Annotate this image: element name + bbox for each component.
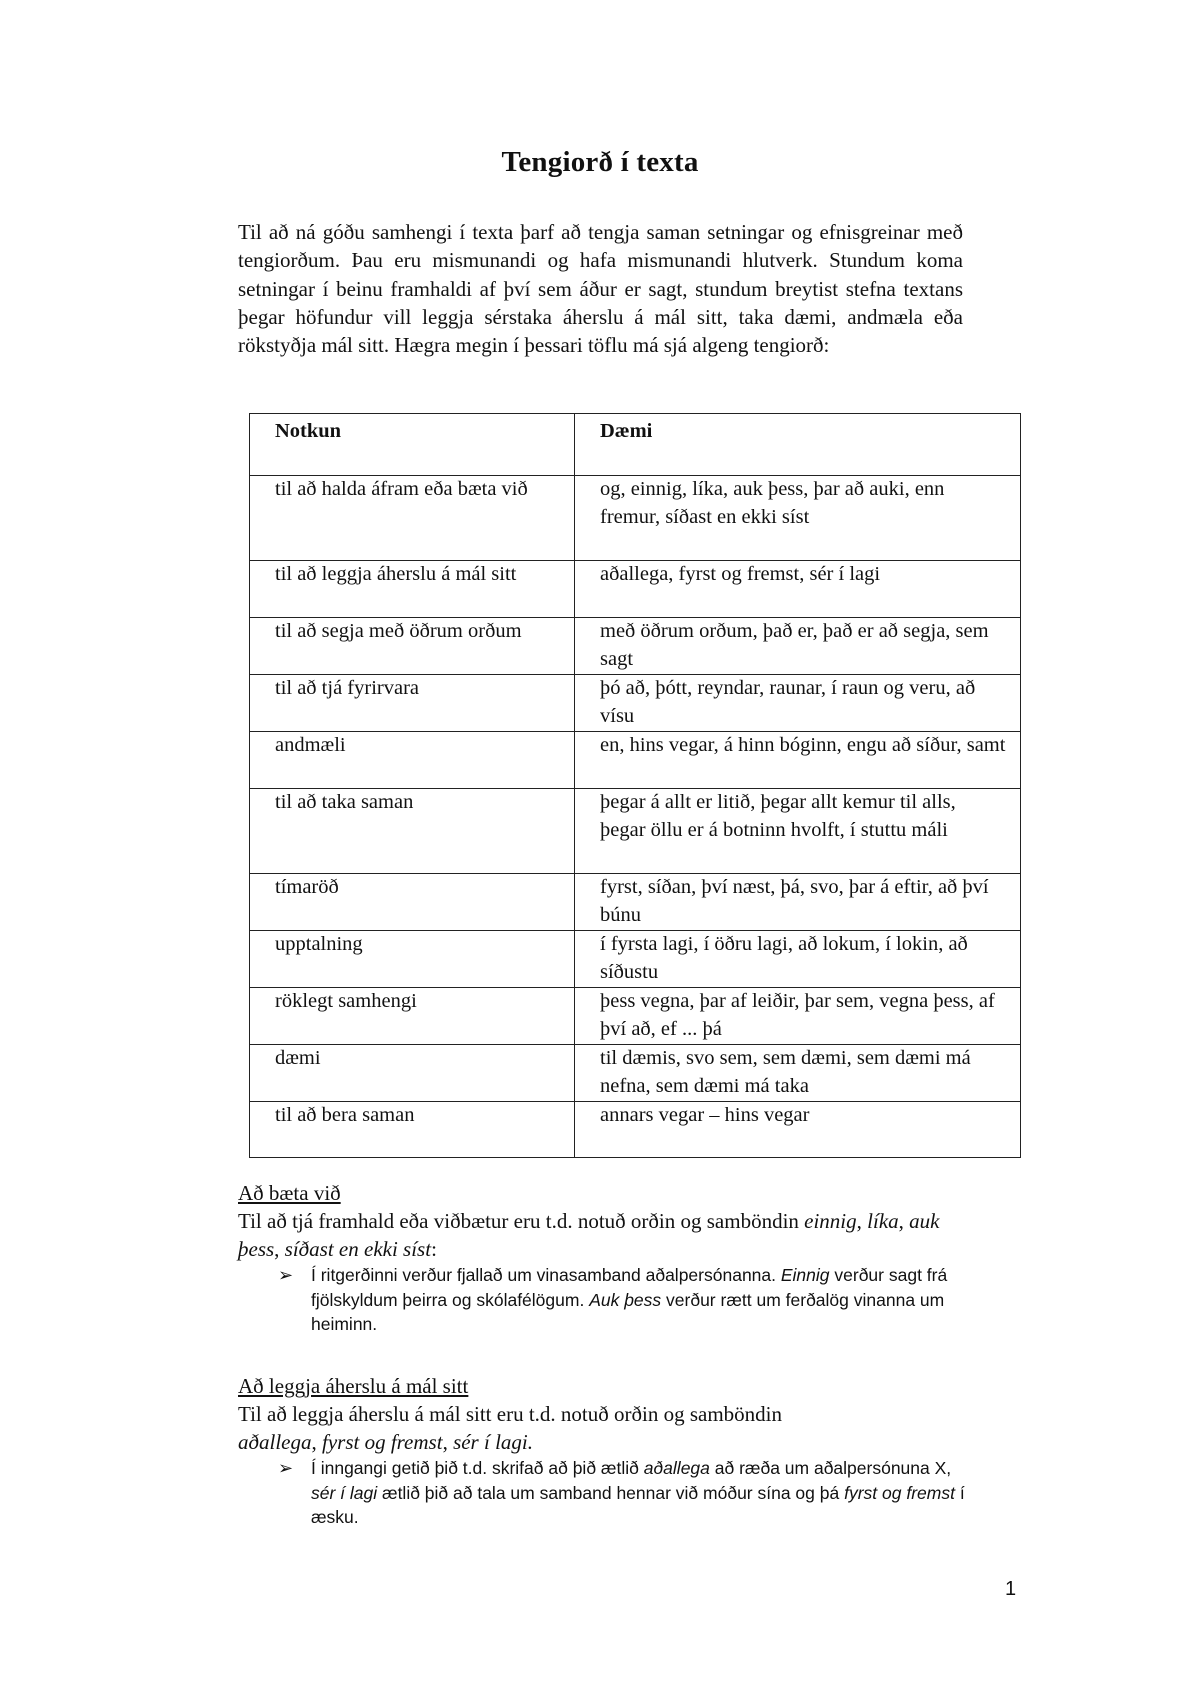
table-row xyxy=(250,618,1021,675)
usage-cell: röklegt samhengi xyxy=(250,988,575,1045)
usage-cell: til að taka saman xyxy=(250,789,575,874)
arrow-bullet-icon: ➢ xyxy=(278,1458,294,1478)
usage-cell: til að tjá fyrirvara xyxy=(250,675,575,732)
examples-cell: og, einnig, líka, auk þess, þar að auki, enn fremur, síðast en ekki síst xyxy=(575,476,1021,561)
lead-separator: , xyxy=(274,1237,285,1261)
table-row xyxy=(250,1102,1021,1158)
lead-separator: , xyxy=(311,1430,322,1454)
examples-cell: með öðrum orðum, það er, það er að segja, sem sagt xyxy=(575,618,1021,675)
connectives-table xyxy=(249,413,1021,1158)
bullet-text: Í inngangi getið þið t.d. skrifað að þið ætlið xyxy=(311,1458,644,1478)
bullet-text: verður rætt um ferðalög vinanna um heiminn. xyxy=(311,1289,945,1334)
examples-cell: til dæmis, svo sem, sem dæmi, sem dæmi má nefna, sem dæmi má taka xyxy=(575,1045,1021,1102)
lead-example: auk þess xyxy=(238,1209,940,1261)
arrow-bullet-icon: ➢ xyxy=(278,1265,294,1285)
table-row xyxy=(250,476,1021,561)
example-bullet xyxy=(278,1263,978,1337)
examples-cell: þess vegna, þar af leiðir, þar sem, vegna þess, af því að, ef ... þá xyxy=(575,988,1021,1045)
bullet-text: verður sagt frá fjölskyldum þeirra og skólafélögum. xyxy=(311,1265,948,1310)
table-row xyxy=(250,874,1021,931)
section-add xyxy=(238,1179,978,1337)
table-row xyxy=(250,931,1021,988)
bullet-emphasis: sér í lagi xyxy=(311,1482,378,1503)
examples-cell: en, hins vegar, á hinn bóginn, engu að síður, samt xyxy=(575,732,1021,789)
column-header-examples: Dæmi xyxy=(575,414,1021,476)
table-header-row xyxy=(250,414,1021,476)
examples-cell: í fyrsta lagi, í öðru lagi, að lokum, í lokin, að síðustu xyxy=(575,931,1021,988)
lead-text: Til að leggja áherslu á mál sitt eru t.d. notuð orðin og samböndin xyxy=(238,1402,782,1426)
lead-separator: , xyxy=(898,1209,910,1233)
examples-cell: þegar á allt er litið, þegar allt kemur til alls, þegar öllu er á botninn hvolft, í stuttu máli xyxy=(575,789,1021,874)
examples-cell: þó að, þótt, reyndar, raunar, í raun og veru, að vísu xyxy=(575,675,1021,732)
lead-example: fyrst og fremst xyxy=(322,1430,443,1454)
bullet-text: að ræða um aðalpersónuna X, xyxy=(709,1458,952,1478)
usage-cell: andmæli xyxy=(250,732,575,789)
column-header-usage: Notkun xyxy=(250,414,575,476)
lead-example: síðast en ekki síst xyxy=(284,1237,432,1261)
usage-cell: til að halda áfram eða bæta við xyxy=(250,476,575,561)
usage-cell: tímaröð xyxy=(250,874,575,931)
lead-example: einnig xyxy=(804,1209,857,1233)
bullet-emphasis: aðallega xyxy=(643,1458,710,1478)
example-bullet xyxy=(278,1456,978,1530)
bullet-text: Í ritgerðinni verður fjallað um vinasamband aðalpersónanna. xyxy=(311,1265,781,1285)
lead-separator: , xyxy=(442,1430,454,1454)
table-row xyxy=(250,675,1021,732)
examples-cell: aðallega, fyrst og fremst, sér í lagi xyxy=(575,561,1021,618)
usage-cell: til að segja með öðrum orðum xyxy=(250,618,575,675)
examples-cell: fyrst, síðan, því næst, þá, svo, þar á eftir, að því búnu xyxy=(575,874,1021,931)
table-row xyxy=(250,988,1021,1045)
table-row xyxy=(250,561,1021,618)
section-lead xyxy=(238,1400,978,1456)
bullet-emphasis: Auk þess xyxy=(589,1289,662,1310)
bullet-text: ætlið þið að tala um samband hennar við móður sína og þá xyxy=(377,1482,845,1503)
table-row xyxy=(250,789,1021,874)
lead-example: aðallega xyxy=(238,1430,312,1454)
usage-cell: dæmi xyxy=(250,1045,575,1102)
examples-cell: annars vegar – hins vegar xyxy=(575,1102,1021,1158)
section-lead xyxy=(238,1207,978,1263)
bullet-emphasis: fyrst og fremst xyxy=(844,1482,955,1503)
table-row xyxy=(250,732,1021,789)
page-number: 1 xyxy=(1005,1578,1017,1600)
section-heading: Að leggja áherslu á mál sitt xyxy=(238,1374,469,1398)
lead-example: sér í lagi. xyxy=(453,1430,533,1454)
bullet-text: í æsku. xyxy=(311,1482,965,1527)
usage-cell: til að leggja áherslu á mál sitt xyxy=(250,561,575,618)
section-emphasis xyxy=(238,1372,978,1530)
section-heading: Að bæta við xyxy=(238,1181,341,1205)
usage-cell: upptalning xyxy=(250,931,575,988)
lead-separator: , xyxy=(856,1209,868,1233)
lead-end: : xyxy=(431,1237,437,1261)
page-title: Tengiorð í texta xyxy=(501,146,699,178)
lead-text: Til að tjá framhald eða viðbætur eru t.d. notuð orðin og samböndin xyxy=(238,1209,805,1233)
usage-cell: til að bera saman xyxy=(250,1102,575,1158)
table-row xyxy=(250,1045,1021,1102)
lead-example: líka xyxy=(867,1209,899,1233)
intro-paragraph: Til að ná góðu samhengi í texta þarf að tengja saman setningar og efnisgreinar með tengiorðum. Þau eru mismunandi og hafa mismunandi hlutverk. Stundum koma setningar í beinu framhaldi af því sem áður er sagt, stundum breytist stefna textans þegar höfundur vill leggja sérstaka áherslu á mál sitt, taka dæmi, andmæla eða rökstyðja mál sitt. Hægra megin í þessari töflu má sjá algeng tengiorð: xyxy=(238,220,963,358)
bullet-emphasis: Einnig xyxy=(780,1265,830,1285)
